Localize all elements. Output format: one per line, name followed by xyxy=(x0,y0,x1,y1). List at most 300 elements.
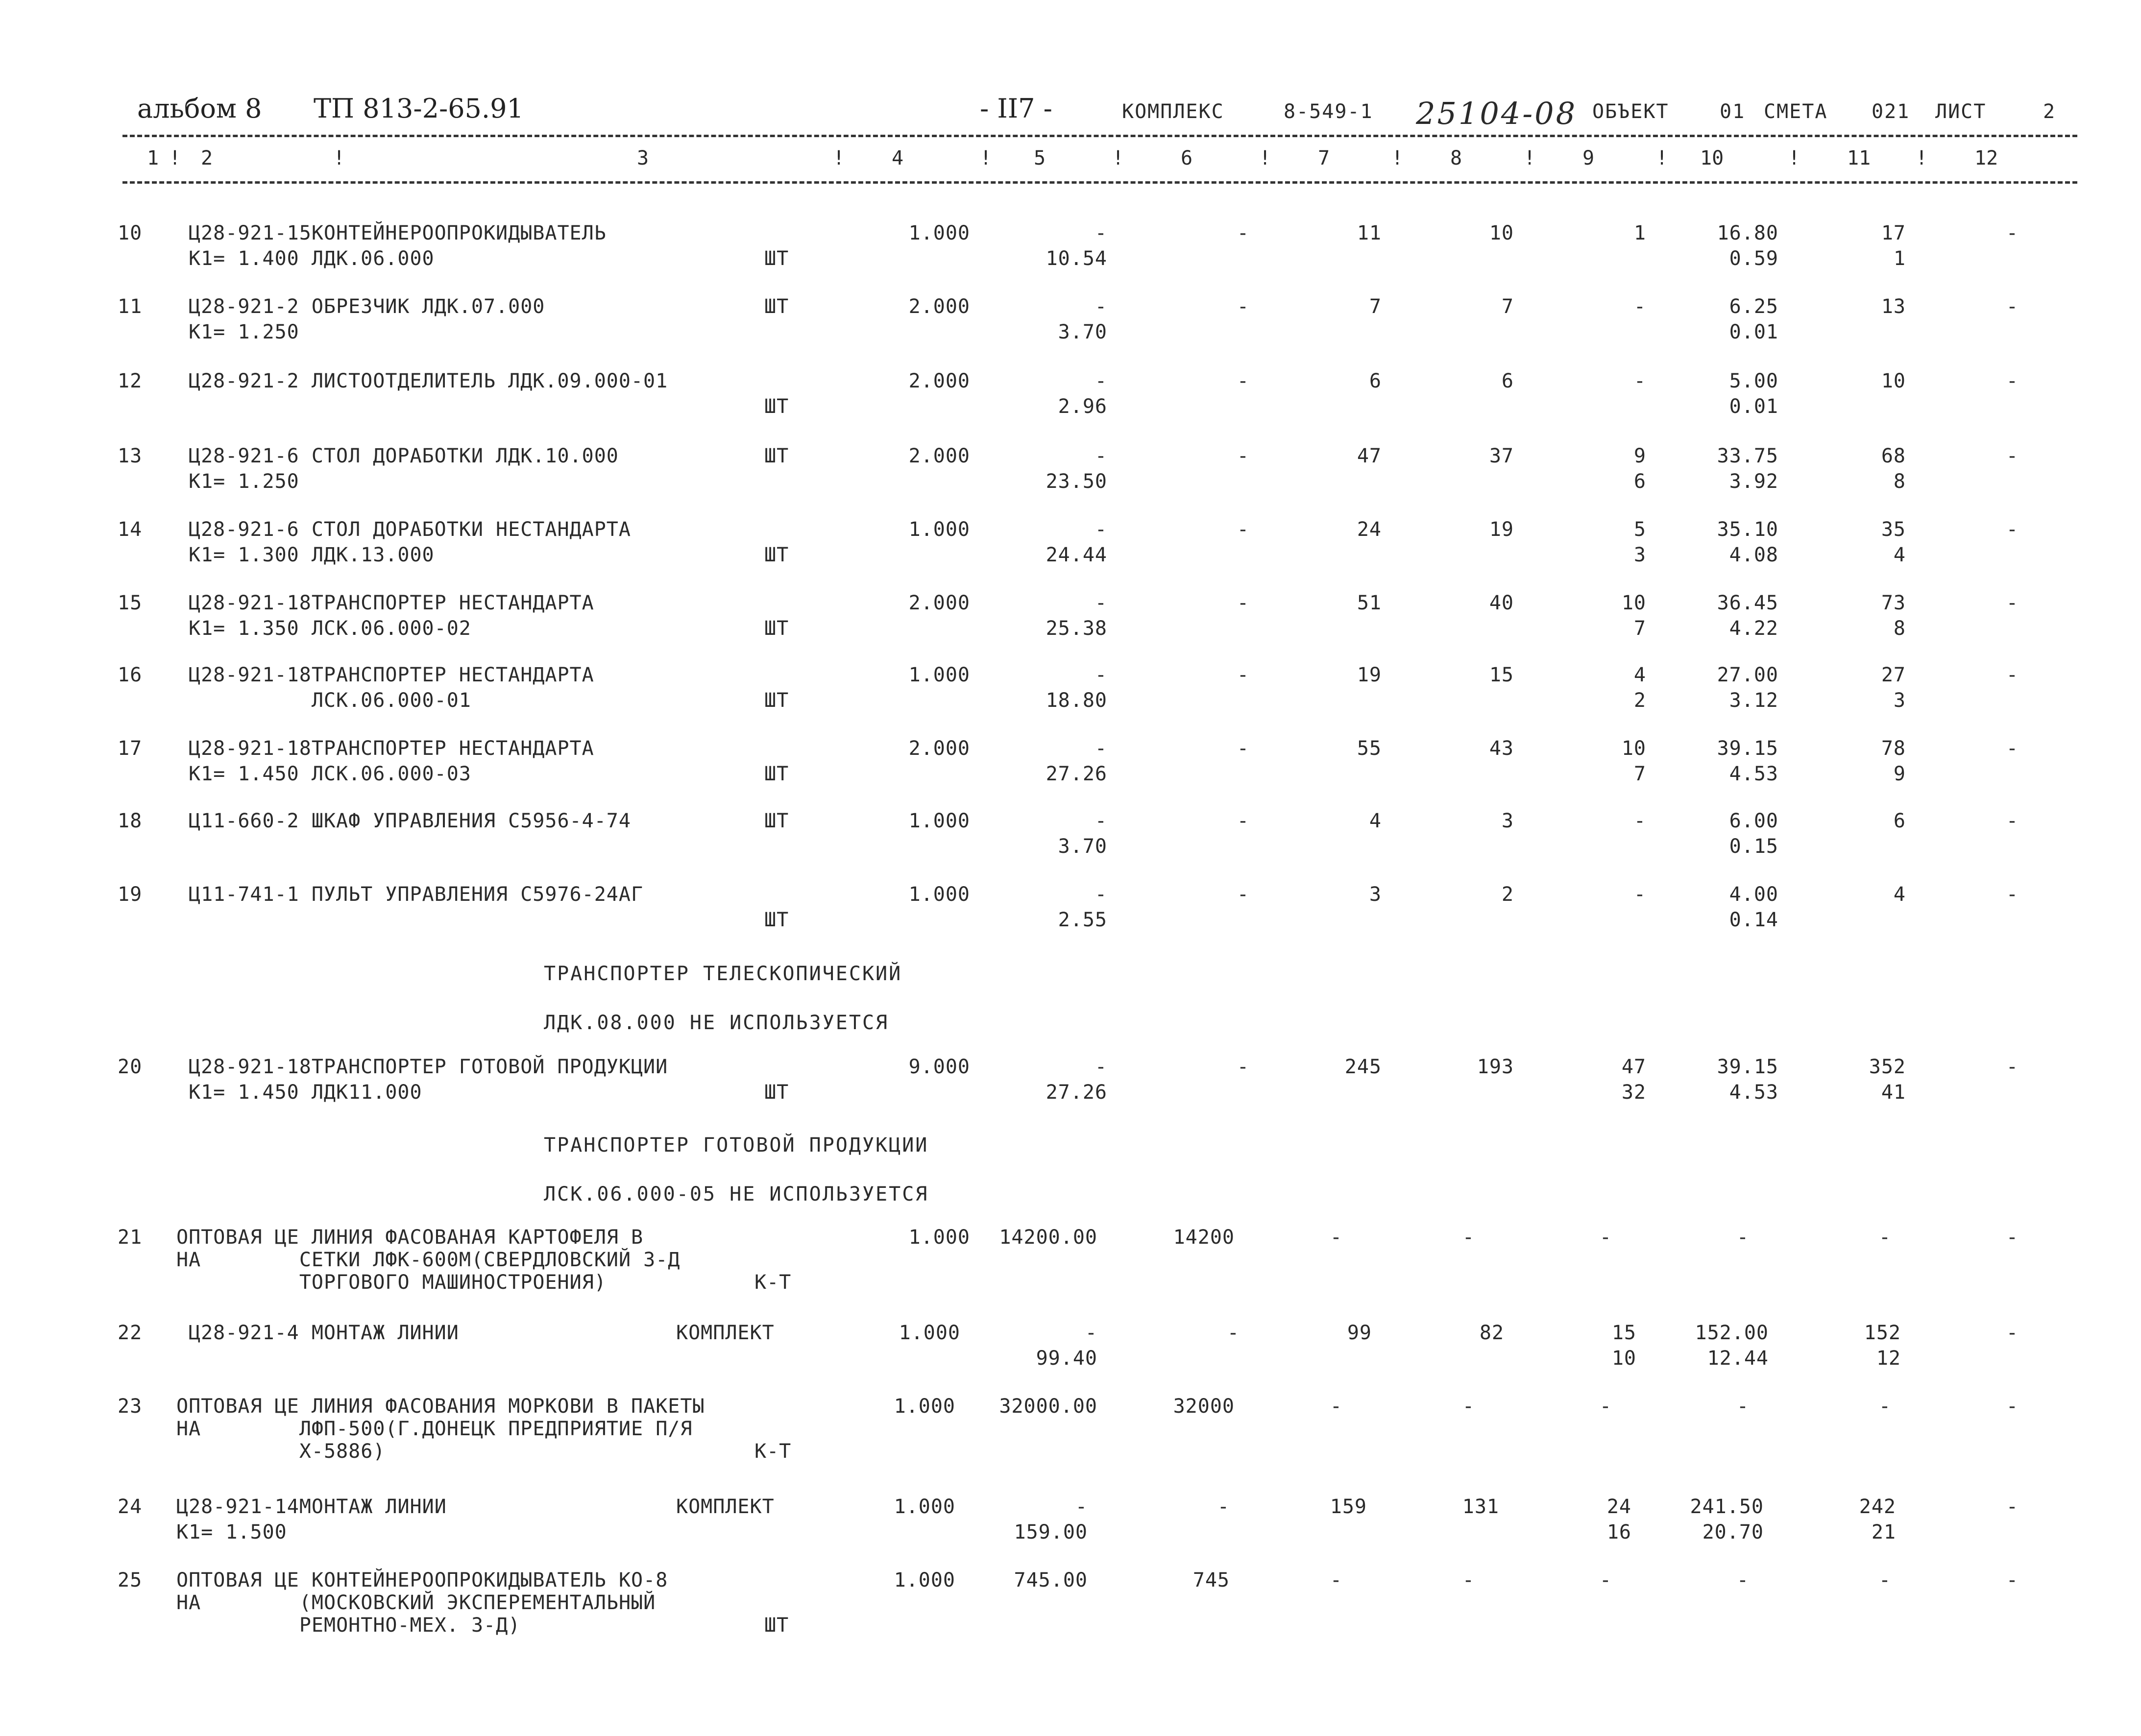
row-description: Ц28-921-14МОНТАЖ ЛИНИИ xyxy=(176,1495,447,1518)
row-col10: 4.53 xyxy=(1729,763,1778,785)
row-number: 16 xyxy=(118,664,143,686)
row-quantity: 1.000 xyxy=(899,1322,960,1344)
table-row xyxy=(0,808,2141,857)
row-description: Ц28-921-18ТРАНСПОРТЕР ГОТОВОЙ ПРОДУКЦИИ xyxy=(189,1056,668,1078)
row-col12: - xyxy=(2006,737,2019,760)
row-col11: 6 xyxy=(1893,810,1906,832)
row-description: ЛСК.06.000-01 xyxy=(189,689,471,712)
album-label: альбом 8 xyxy=(137,93,262,124)
row-col11: 9 xyxy=(1893,763,1906,785)
row-col10: 6.25 xyxy=(1729,295,1778,318)
column-number: 8 xyxy=(1450,147,1462,169)
row-col7: - xyxy=(1330,1395,1342,1418)
row-col11: 73 xyxy=(1881,592,1906,614)
row-description: Ц28-921-18ТРАНСПОРТЕР НЕСТАНДАРТА xyxy=(189,737,594,760)
row-quantity: 1.000 xyxy=(894,1495,955,1518)
table-row xyxy=(0,517,2141,566)
row-col8: 2 xyxy=(1501,883,1514,906)
handwritten-code: 25104-08 xyxy=(1416,96,1578,131)
row-col11: 12 xyxy=(1876,1347,1901,1370)
row-col8: - xyxy=(1462,1569,1475,1591)
row-col8: 131 xyxy=(1462,1495,1499,1518)
row-description: Ц28-921-2 ОБРЕЗЧИК ЛДК.07.000 xyxy=(189,295,545,318)
row-unit: ШТ xyxy=(764,295,789,318)
row-col9: 16 xyxy=(1606,1521,1631,1543)
row-description: ОПТОВАЯ ЦЕ ЛИНИЯ ФАСОВАНИЯ МОРКОВИ В ПАКЕТЫ xyxy=(176,1395,705,1418)
row-col12: - xyxy=(2006,1395,2019,1418)
row-col12: - xyxy=(2006,810,2019,832)
row-col11: 27 xyxy=(1881,664,1906,686)
table-row xyxy=(0,220,2141,269)
row-col5: 18.80 xyxy=(1046,689,1107,712)
row-col9: 7 xyxy=(1633,617,1646,640)
row-col5: 27.26 xyxy=(1046,763,1107,785)
row-col9: - xyxy=(1599,1395,1612,1418)
row-description: Ц28-921-6 СТОЛ ДОРАБОТКИ ЛДК.10.000 xyxy=(189,445,619,467)
row-description: ОПТОВАЯ ЦЕ ЛИНИЯ ФАСОВАНАЯ КАРТОФЕЛЯ В xyxy=(176,1226,644,1249)
row-col10: 27.00 xyxy=(1717,664,1778,686)
row-col11: 8 xyxy=(1893,470,1906,493)
row-col11: 4 xyxy=(1893,544,1906,566)
table-row xyxy=(0,1567,2141,1637)
row-col10: 0.01 xyxy=(1729,395,1778,418)
row-col10: 152.00 xyxy=(1695,1322,1769,1344)
row-unit: ШТ xyxy=(764,1081,789,1104)
row-description: К1= 1.500 xyxy=(176,1521,287,1543)
row-col6: - xyxy=(1217,1495,1230,1518)
row-number: 14 xyxy=(118,518,143,541)
row-unit: ШТ xyxy=(764,617,789,640)
row-col5: - xyxy=(1095,222,1107,244)
row-col8: 82 xyxy=(1479,1322,1504,1344)
row-col12: - xyxy=(2006,222,2019,244)
row-col8: 40 xyxy=(1489,592,1514,614)
column-number: 2 xyxy=(201,147,213,169)
row-col7: 11 xyxy=(1357,222,1382,244)
row-col9: 6 xyxy=(1633,470,1646,493)
row-col7: 4 xyxy=(1369,810,1382,832)
row-description: РЕМОНТНО-МЕХ. З-Д) xyxy=(176,1614,521,1637)
row-description: НА (МОСКОВСКИЙ ЭКСПЕРЕМЕНТАЛЬНЫЙ xyxy=(176,1591,656,1614)
row-col7: 55 xyxy=(1357,737,1382,760)
row-unit: ШТ xyxy=(764,909,789,931)
column-number: 7 xyxy=(1318,147,1330,169)
row-description: К1= 1.400 ЛДК.06.000 xyxy=(189,247,435,270)
column-separator: ! xyxy=(1391,147,1404,169)
table-row xyxy=(0,368,2141,417)
table-row xyxy=(0,1320,2141,1369)
row-col8: 3 xyxy=(1501,810,1514,832)
row-number: 19 xyxy=(118,883,143,906)
row-col7: 7 xyxy=(1369,295,1382,318)
row-col6: - xyxy=(1237,592,1249,614)
row-col12: - xyxy=(2006,295,2019,318)
row-col12: - xyxy=(2006,1495,2019,1518)
row-description: Ц28-921-6 СТОЛ ДОРАБОТКИ НЕСТАНДАРТА xyxy=(189,518,631,541)
row-description: К1= 1.300 ЛДК.13.000 xyxy=(189,544,435,566)
row-col10: 0.59 xyxy=(1729,247,1778,270)
row-description: Ц28-921-15КОНТЕЙНЕРООПРОКИДЫВАТЕЛЬ xyxy=(189,222,607,244)
row-col12: - xyxy=(2006,1226,2019,1249)
row-col7: 6 xyxy=(1369,370,1382,392)
row-col8: 193 xyxy=(1477,1056,1514,1078)
row-col10: 35.10 xyxy=(1717,518,1778,541)
row-unit: КОМПЛЕКТ xyxy=(676,1495,775,1518)
column-separator: ! xyxy=(1916,147,1928,169)
header-divider-bottom xyxy=(122,181,2077,184)
column-number: 6 xyxy=(1181,147,1193,169)
row-col5: - xyxy=(1075,1495,1088,1518)
row-col5: - xyxy=(1095,592,1107,614)
row-col6: - xyxy=(1237,445,1249,467)
row-quantity: 1.000 xyxy=(894,1395,955,1418)
column-number: 1 xyxy=(147,147,159,169)
row-description: Ц28-921-2 ЛИСТООТДЕЛИТЕЛЬ ЛДК.09.000-01 xyxy=(189,370,668,392)
row-col11: 152 xyxy=(1864,1322,1901,1344)
row-col10: 36.45 xyxy=(1717,592,1778,614)
row-col12: - xyxy=(2006,370,2019,392)
row-col10: 241.50 xyxy=(1690,1495,1764,1518)
table-row xyxy=(0,882,2141,931)
row-number: 24 xyxy=(118,1495,143,1518)
row-description: К1= 1.450 ЛСК.06.000-03 xyxy=(189,763,471,785)
row-col5: - xyxy=(1095,810,1107,832)
row-description: ОПТОВАЯ ЦЕ КОНТЕЙНЕРООПРОКИДЫВАТЕЛЬ КО-8 xyxy=(176,1569,668,1591)
row-col10: 39.15 xyxy=(1717,737,1778,760)
row-col5: - xyxy=(1095,883,1107,906)
row-unit: К-Т xyxy=(754,1271,792,1294)
row-unit: ШТ xyxy=(764,763,789,785)
row-col5: 32000.00 xyxy=(999,1395,1097,1418)
row-col11: 35 xyxy=(1881,518,1906,541)
row-col8: - xyxy=(1462,1226,1475,1249)
row-col5: 2.96 xyxy=(1058,395,1107,418)
row-col12: - xyxy=(2006,445,2019,467)
note-line: ЛДК.08.000 НЕ ИСПОЛЬЗУЕТСЯ xyxy=(544,1012,889,1034)
row-col6: 745 xyxy=(1192,1569,1230,1591)
estimate-code: 021 xyxy=(1872,100,1910,123)
row-quantity: 1.000 xyxy=(908,222,970,244)
row-col7: 99 xyxy=(1347,1322,1372,1344)
row-col11: 17 xyxy=(1881,222,1906,244)
row-unit: К-Т xyxy=(754,1440,792,1463)
row-unit: ШТ xyxy=(764,395,789,418)
complex-label: КОМПЛЕКС xyxy=(1122,100,1224,123)
row-col5: 10.54 xyxy=(1046,247,1107,270)
row-col9: - xyxy=(1633,295,1646,318)
row-col11: 1 xyxy=(1893,247,1906,270)
row-col5: 14200.00 xyxy=(999,1226,1097,1249)
row-col9: - xyxy=(1633,810,1646,832)
row-col11: 13 xyxy=(1881,295,1906,318)
row-col10: - xyxy=(1736,1395,1749,1418)
row-col11: 352 xyxy=(1869,1056,1906,1078)
row-col5: - xyxy=(1085,1322,1097,1344)
row-col9: 10 xyxy=(1621,592,1646,614)
row-col5: 99.40 xyxy=(1036,1347,1097,1370)
row-col9: - xyxy=(1599,1569,1612,1591)
row-unit: КОМПЛЕКТ xyxy=(676,1322,775,1344)
row-unit: ШТ xyxy=(764,810,789,832)
column-separator: ! xyxy=(1788,147,1800,169)
row-number: 10 xyxy=(118,222,143,244)
row-col12: - xyxy=(2006,883,2019,906)
row-quantity: 2.000 xyxy=(908,295,970,318)
row-col10: 4.22 xyxy=(1729,617,1778,640)
row-col12: - xyxy=(2006,1056,2019,1078)
note-line: ТРАНСПОРТЕР ТЕЛЕСКОПИЧЕСКИЙ xyxy=(544,963,902,985)
row-col5: 3.70 xyxy=(1058,835,1107,858)
estimate-label: СМЕТА xyxy=(1764,100,1828,123)
row-col5: 27.26 xyxy=(1046,1081,1107,1104)
row-col6: - xyxy=(1237,737,1249,760)
row-quantity: 1.000 xyxy=(894,1569,955,1591)
row-col10: 0.14 xyxy=(1729,909,1778,931)
row-description: НА ЛФП-500(Г.ДОНЕЦК ПРЕДПРИЯТИЕ П/Я xyxy=(176,1418,693,1440)
row-col10: 16.80 xyxy=(1717,222,1778,244)
column-separator: ! xyxy=(1259,147,1271,169)
row-col7: - xyxy=(1330,1569,1342,1591)
row-col9: 10 xyxy=(1621,737,1646,760)
row-number: 15 xyxy=(118,592,143,614)
row-col6: - xyxy=(1237,664,1249,686)
row-unit: ШТ xyxy=(764,247,789,270)
row-col10: 4.08 xyxy=(1729,544,1778,566)
column-separator: ! xyxy=(833,147,845,169)
row-col8: 19 xyxy=(1489,518,1514,541)
column-separator: ! xyxy=(980,147,992,169)
row-col10: 4.53 xyxy=(1729,1081,1778,1104)
row-col7: 159 xyxy=(1330,1495,1367,1518)
document-header xyxy=(0,0,2141,169)
row-quantity: 2.000 xyxy=(908,445,970,467)
sheet-number: 2 xyxy=(2043,100,2056,123)
column-separator: ! xyxy=(1524,147,1536,169)
row-description: Ц28-921-18ТРАНСПОРТЕР НЕСТАНДАРТА xyxy=(189,592,594,614)
row-col5: 745.00 xyxy=(1014,1569,1088,1591)
row-number: 25 xyxy=(118,1569,143,1591)
row-quantity: 1.000 xyxy=(908,810,970,832)
row-col7: 47 xyxy=(1357,445,1382,467)
row-col10: 6.00 xyxy=(1729,810,1778,832)
row-col11: 8 xyxy=(1893,617,1906,640)
row-col9: 15 xyxy=(1611,1322,1636,1344)
row-description: К1= 1.350 ЛСК.06.000-02 xyxy=(189,617,471,640)
row-unit: ШТ xyxy=(764,544,789,566)
sheet-label: ЛИСТ xyxy=(1935,100,1987,123)
row-col10: 3.12 xyxy=(1729,689,1778,712)
row-description: Ц28-921-18ТРАНСПОРТЕР НЕСТАНДАРТА xyxy=(189,664,594,686)
row-number: 21 xyxy=(118,1226,143,1249)
row-col8: - xyxy=(1462,1395,1475,1418)
column-number: 10 xyxy=(1700,147,1724,169)
column-separator: ! xyxy=(169,147,181,169)
row-col5: - xyxy=(1095,445,1107,467)
row-col9: 7 xyxy=(1633,763,1646,785)
row-description: Х-5886) xyxy=(176,1440,386,1463)
row-col9: 3 xyxy=(1633,544,1646,566)
row-col5: - xyxy=(1095,1056,1107,1078)
row-col5: 23.50 xyxy=(1046,470,1107,493)
row-col5: - xyxy=(1095,295,1107,318)
row-col8: 15 xyxy=(1489,664,1514,686)
table-row xyxy=(0,590,2141,639)
table-row xyxy=(0,662,2141,711)
row-col6: - xyxy=(1237,222,1249,244)
row-col9: 4 xyxy=(1633,664,1646,686)
row-col10: - xyxy=(1736,1226,1749,1249)
row-col10: 5.00 xyxy=(1729,370,1778,392)
row-col10: 0.01 xyxy=(1729,321,1778,343)
row-number: 12 xyxy=(118,370,143,392)
row-col6: - xyxy=(1237,370,1249,392)
row-col9: 1 xyxy=(1633,222,1646,244)
row-number: 13 xyxy=(118,445,143,467)
row-number: 17 xyxy=(118,737,143,760)
row-col9: 47 xyxy=(1621,1056,1646,1078)
row-number: 18 xyxy=(118,810,143,832)
row-col5: 2.55 xyxy=(1058,909,1107,931)
column-number: 4 xyxy=(892,147,904,169)
row-unit: ШТ xyxy=(764,689,789,712)
row-col12: - xyxy=(2006,664,2019,686)
row-col11: 3 xyxy=(1893,689,1906,712)
note-line: ЛСК.06.000-05 НЕ ИСПОЛЬЗУЕТСЯ xyxy=(544,1183,929,1206)
row-number: 23 xyxy=(118,1395,143,1418)
row-col6: - xyxy=(1237,518,1249,541)
note-line: ТРАНСПОРТЕР ГОТОВОЙ ПРОДУКЦИИ xyxy=(544,1134,929,1157)
column-number: 5 xyxy=(1034,147,1046,169)
table-row xyxy=(0,736,2141,785)
row-col11: 41 xyxy=(1881,1081,1906,1104)
row-col10: - xyxy=(1736,1569,1749,1591)
row-col7: 24 xyxy=(1357,518,1382,541)
row-quantity: 2.000 xyxy=(908,737,970,760)
row-col6: - xyxy=(1237,295,1249,318)
row-col7: 51 xyxy=(1357,592,1382,614)
column-number: 3 xyxy=(637,147,649,169)
row-col10: 0.15 xyxy=(1729,835,1778,858)
row-col11: 4 xyxy=(1893,883,1906,906)
column-separator: ! xyxy=(1656,147,1668,169)
row-quantity: 1.000 xyxy=(908,883,970,906)
row-col6: - xyxy=(1237,1056,1249,1078)
row-col8: 7 xyxy=(1501,295,1514,318)
row-col6: 32000 xyxy=(1173,1395,1235,1418)
row-col7: 245 xyxy=(1344,1056,1382,1078)
row-col9: 10 xyxy=(1611,1347,1636,1370)
row-description: К1= 1.250 xyxy=(189,470,299,493)
row-quantity: 2.000 xyxy=(908,592,970,614)
row-col6: - xyxy=(1227,1322,1240,1344)
row-col7: - xyxy=(1330,1226,1342,1249)
row-quantity: 1.000 xyxy=(908,1226,970,1249)
row-col8: 6 xyxy=(1501,370,1514,392)
table-row xyxy=(0,1225,2141,1294)
row-col10: 20.70 xyxy=(1702,1521,1764,1543)
row-col5: - xyxy=(1095,370,1107,392)
row-description: НА СЕТКИ ЛФК-600М(СВЕРДЛОВСКИЙ З-Д xyxy=(176,1249,681,1271)
row-col11: 68 xyxy=(1881,445,1906,467)
row-col8: 43 xyxy=(1489,737,1514,760)
table-row xyxy=(0,1054,2141,1103)
table-row xyxy=(0,294,2141,343)
row-col5: 3.70 xyxy=(1058,321,1107,343)
row-col9: 24 xyxy=(1606,1495,1631,1518)
row-col9: - xyxy=(1633,370,1646,392)
row-description: К1= 1.250 xyxy=(189,321,299,343)
row-unit: ШТ xyxy=(764,445,789,467)
column-separator: ! xyxy=(1112,147,1124,169)
row-number: 22 xyxy=(118,1322,143,1344)
row-col6: - xyxy=(1237,810,1249,832)
page-number: - II7 - xyxy=(980,93,1052,124)
row-col6: 14200 xyxy=(1173,1226,1235,1249)
row-col9: 9 xyxy=(1633,445,1646,467)
row-description: Ц11-660-2 ШКАФ УПРАВЛЕНИЯ С5956-4-74 xyxy=(189,810,631,832)
table-row xyxy=(0,443,2141,492)
row-col11: 78 xyxy=(1881,737,1906,760)
row-col7: 19 xyxy=(1357,664,1382,686)
header-divider-top xyxy=(122,135,2077,137)
row-unit: ШТ xyxy=(764,1614,789,1637)
project-code: ТП 813-2-65.91 xyxy=(314,93,524,124)
row-col10: 39.15 xyxy=(1717,1056,1778,1078)
row-quantity: 1.000 xyxy=(908,664,970,686)
row-col12: - xyxy=(2006,1569,2019,1591)
row-col11: - xyxy=(1878,1569,1891,1591)
row-col5: 159.00 xyxy=(1014,1521,1088,1543)
row-col5: - xyxy=(1095,737,1107,760)
column-number: 9 xyxy=(1582,147,1595,169)
row-col9: - xyxy=(1599,1226,1612,1249)
row-col12: - xyxy=(2006,592,2019,614)
row-col6: - xyxy=(1237,883,1249,906)
row-col9: - xyxy=(1633,883,1646,906)
row-col10: 4.00 xyxy=(1729,883,1778,906)
row-col9: 5 xyxy=(1633,518,1646,541)
object-label: ОБЪЕКТ xyxy=(1592,100,1669,123)
row-col11: 10 xyxy=(1881,370,1906,392)
row-col11: - xyxy=(1878,1395,1891,1418)
row-col8: 10 xyxy=(1489,222,1514,244)
row-col12: - xyxy=(2006,518,2019,541)
row-quantity: 1.000 xyxy=(908,518,970,541)
row-col10: 3.92 xyxy=(1729,470,1778,493)
row-col9: 32 xyxy=(1621,1081,1646,1104)
row-col5: 25.38 xyxy=(1046,617,1107,640)
estimate-table xyxy=(0,186,2141,1736)
row-col5: 24.44 xyxy=(1046,544,1107,566)
row-col11: 21 xyxy=(1871,1521,1896,1543)
row-col5: - xyxy=(1095,518,1107,541)
row-quantity: 2.000 xyxy=(908,370,970,392)
row-description: Ц11-741-1 ПУЛЬТ УПРАВЛЕНИЯ С5976-24АГ xyxy=(189,883,644,906)
column-separator: ! xyxy=(333,147,345,169)
row-col8: 37 xyxy=(1489,445,1514,467)
row-col5: - xyxy=(1095,664,1107,686)
row-col9: 2 xyxy=(1633,689,1646,712)
table-row xyxy=(0,1494,2141,1543)
row-col11: - xyxy=(1878,1226,1891,1249)
row-number: 11 xyxy=(118,295,143,318)
table-row xyxy=(0,1394,2141,1463)
row-col12: - xyxy=(2006,1322,2019,1344)
row-col10: 12.44 xyxy=(1707,1347,1769,1370)
column-number: 12 xyxy=(1974,147,1998,169)
complex-code: 8-549-1 xyxy=(1284,100,1373,123)
object-code: 01 xyxy=(1720,100,1746,123)
